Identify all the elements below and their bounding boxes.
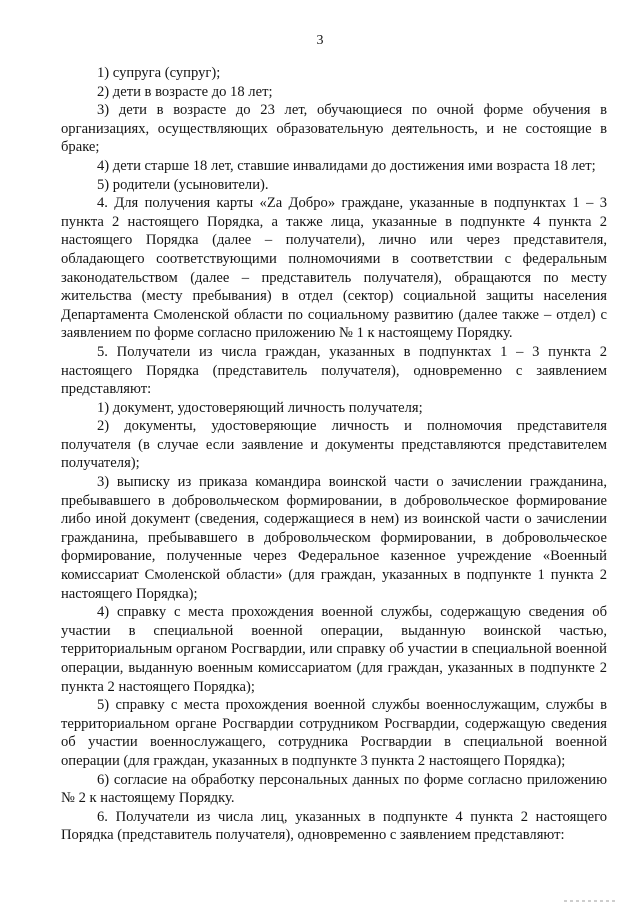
list-item-students-under-23: 3) дети в возрасте до 23 лет, обучающиеся по очной форме обучения в организациях, осуществляющих образовательную деятельность, и не состоящие в браке; xyxy=(61,102,607,156)
clause-5-item-1: 1) документ, удостоверяющий личность получателя; xyxy=(97,399,423,416)
clause-6: 6. Получатели из числа лиц, указанных в подпункте 4 пункта 2 настоящего Порядка (представитель получателя), одновременно с заявлением представляют: xyxy=(61,808,607,844)
page-number: 3 xyxy=(316,33,324,48)
clause-5-item-6: 6) согласие на обработку персональных данных по форме согласно приложению № 2 к настоящему Порядку. xyxy=(61,771,607,807)
list-item-spouse: 1) супруга (супруг); xyxy=(97,65,221,81)
list-item-disabled-children: 4) дети старше 18 лет, ставшие инвалидами до достижения ими возраста 18 лет; xyxy=(97,157,596,174)
clause-5-item-4: 4) справку с места прохождения военной службы, содержащую сведения об участии в специальной военной операции, выданную воинской частью, территориальным органом Росгвардии, или справку об участии в специальной военной операции, выданную военным комиссариатом (для граждан, указанных в подпункте 2 пункта 2 настоящего Порядка); xyxy=(61,604,607,695)
clause-5: 5. Получатели из числа граждан, указанных в подпунктах 1 – 3 пункта 2 настоящего Порядка (представитель получателя), одновременно с заявлением представляют: xyxy=(61,343,607,398)
document-body xyxy=(61,64,607,845)
clause-5-item-3: 3) выписку из приказа командира воинской части о зачислении гражданина, пребывавшего в добровольческом формировании, в добровольческое формирование либо иной документ (сведения, содержащиеся в нем) из воинской части о зачислении гражданина, пребывавшего в добровольческом формировании, в добровольческое формирование, полученные через Федеральное казенное учреждение «Военный комиссариат Смоленской области» (для граждан, указанных в подпункте 1 пункта 2 настоящего Порядка); xyxy=(61,474,607,602)
clause-5-item-2: 2) документы, удостоверяющие личность и полномочия представителя получателя (в случае если заявление и документы представляются представителем получателя); xyxy=(61,418,607,472)
list-item-parents: 5) родители (усыновители). xyxy=(97,176,269,193)
scan-artifact xyxy=(564,900,618,902)
list-item-children-under-18: 2) дети в возрасте до 18 лет; xyxy=(97,83,273,100)
clause-4: 4. Для получения карты «Za Добро» граждане, указанные в подпунктах 1 – 3 пункта 2 настоящего Порядка, а также лица, указанные в подпункте 4 пункта 2 настоящего Порядка (далее – получатели), лично или через представителя, обладающего соответствующими полномочиями в соответствии с федеральным законодательством (далее – представитель получателя), обращаются по месту жительства (месту пребывания) в отдел (сектор) социальной защиты населения Департамента Смоленской области по социальному развитию (далее также – отдел) с заявлением по форме согласно приложению № 1 к настоящему Порядку. xyxy=(61,195,607,342)
clause-5-item-5: 5) справку с места прохождения военной службы военнослужащим, службы в территориальном органе Росгвардии сотрудником Росгвардии, содержащую сведения об участии военнослужащего, сотрудника Росгвардии в специальной военной операции (для граждан, указанных в подпункте 3 пункта 2 настоящего Порядка); xyxy=(61,697,607,769)
